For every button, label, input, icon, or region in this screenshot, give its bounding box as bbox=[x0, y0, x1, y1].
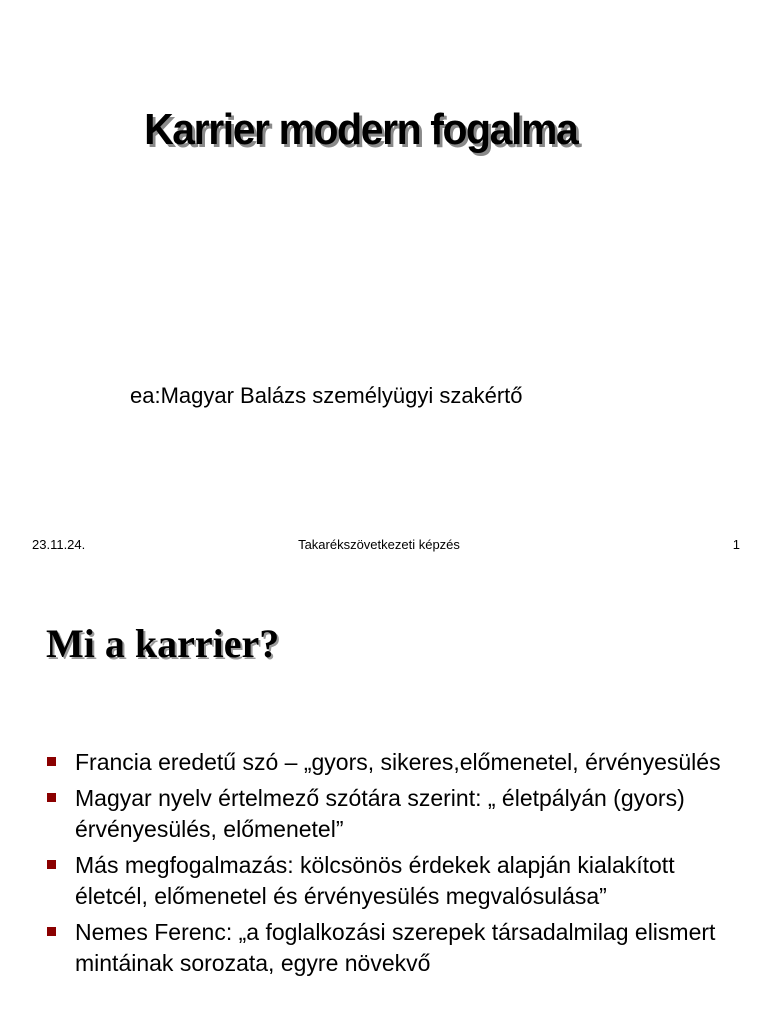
footer-course: Takarékszövetkezeti képzés bbox=[298, 537, 460, 552]
bullet-item bbox=[46, 747, 726, 778]
square-bullet-icon bbox=[47, 860, 56, 869]
square-bullet-icon bbox=[47, 793, 56, 802]
bullet-item bbox=[46, 850, 726, 912]
slide-subtitle: ea:Magyar Balázs személyügyi szakértő bbox=[130, 383, 523, 408]
bullet-text: Nemes Ferenc: „a foglalkozási szerepek társadalmilag elismert mintáinak sorozata, egyre növekvő bbox=[75, 919, 716, 976]
square-bullet-icon bbox=[47, 927, 56, 936]
slide-title: Karrier modern fogalma bbox=[144, 105, 578, 154]
footer-page-number: 1 bbox=[732, 537, 740, 552]
square-bullet-icon bbox=[47, 757, 56, 766]
slide-title: Mi a karrier? bbox=[46, 621, 280, 666]
bullet-text: Magyar nyelv értelmező szótára szerint: „ életpályán (gyors) érvényesülés, előmenetel” bbox=[75, 785, 685, 842]
footer-date: 23.11.24. bbox=[32, 537, 86, 552]
bullet-list bbox=[46, 747, 726, 984]
bullet-item bbox=[46, 917, 726, 979]
bullet-text: Francia eredetű szó – „gyors, sikeres,előmenetel, érvényesülés bbox=[75, 749, 721, 775]
slide-2 bbox=[0, 575, 768, 1024]
bullet-text: Más megfogalmazás: kölcsönös érdekek alapján kialakított életcél, előmenetel és érvényesülés megvalósulása” bbox=[75, 852, 675, 909]
bullet-item bbox=[46, 783, 726, 845]
